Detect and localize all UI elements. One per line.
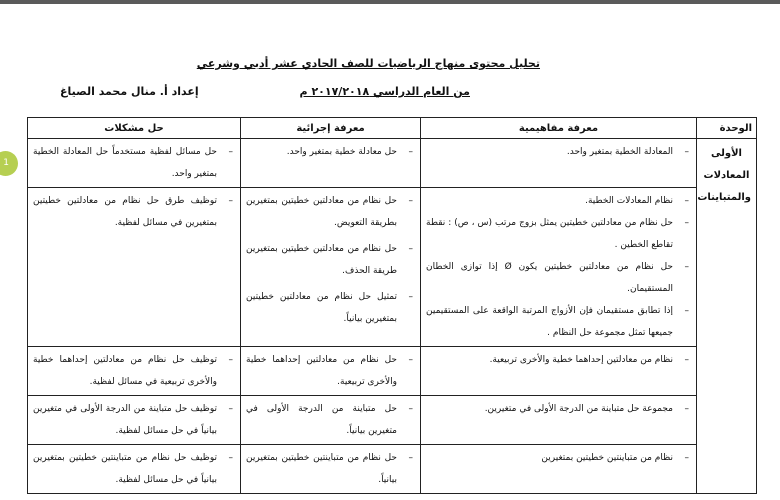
procedural-cell [241, 347, 421, 396]
conceptual-cell [421, 445, 697, 494]
conceptual-list [426, 349, 691, 371]
list-item: – توظيف طرق حل نظام من معادلتين خطيتين بمتغيرين في مسائل لفظية. [33, 190, 235, 234]
page-number-badge: 1 [0, 151, 18, 176]
list-item: – توظيف حل متباينة من الدرجة الأولى في متغيرين بيانياً في حل مسائل لفظية. [33, 398, 235, 442]
problem-list [33, 398, 235, 442]
conceptual-cell [421, 347, 697, 396]
procedural-list [246, 141, 415, 163]
problem-cell [28, 188, 241, 347]
list-item: – توظيف حل نظام من متباينتين خطيتين بمتغيرين بيانياً في حل مسائل لفظية. [33, 447, 235, 491]
procedural-cell [241, 445, 421, 494]
problem-list [33, 447, 235, 491]
list-item: – المعادلة الخطية بمتغير واحد. [426, 141, 691, 163]
conceptual-list [426, 447, 691, 469]
document-title: تحليل محتوى منهاج الرياضيات للصف الحادي عشر أدبي وشرعي [196, 57, 540, 70]
list-item: – تمثيل حل نظام من معادلتين خطيتين بمتغيرين بيانياً. [246, 286, 415, 330]
procedural-list [246, 447, 415, 491]
problem-list [33, 141, 235, 185]
conceptual-cell [421, 396, 697, 445]
conceptual-list [426, 398, 691, 420]
list-item: – نظام من معادلتين إحداهما خطية والأخرى تربيعية. [426, 349, 691, 371]
list-item: – حل نظام من معادلتين خطيتين يمثل بزوج مرتب (س ، ص) : نقطة تقاطع الخطين . [426, 212, 691, 256]
list-item: – حل متباينة من الدرجة الأولى في متغيرين بيانياً. [246, 398, 415, 442]
unit-name-line: والمتباينات [697, 192, 751, 203]
unit-name-line: المعادلات [703, 170, 750, 181]
list-item: – حل معادلة خطية بمتغير واحد. [246, 141, 415, 163]
problem-cell [28, 347, 241, 396]
conceptual-cell [421, 188, 697, 347]
table-row [28, 396, 757, 445]
list-item: – حل نظام من معادلتين خطيتين يكون Ø إذا توازى الخطان المستقيمان. [426, 256, 691, 300]
table-row [28, 188, 757, 347]
unit-name-cell [697, 139, 757, 494]
table-header-row [28, 118, 757, 139]
list-item: – حل نظام من متباينتين خطيتين بمتغيرين بيانياً. [246, 447, 415, 491]
academic-year: من العام الدراسي ٢٠١٧/٢٠١٨ م [299, 85, 470, 98]
problem-list [33, 190, 235, 234]
procedural-list [246, 349, 415, 393]
conceptual-list [426, 190, 691, 344]
procedural-cell [241, 139, 421, 188]
list-item: – نظام من متباينتين خطيتين بمتغيرين [426, 447, 691, 469]
problem-list [33, 349, 235, 393]
conceptual-cell [421, 139, 697, 188]
header-problem-solving: حل مشكلات [28, 118, 241, 139]
table-row [28, 347, 757, 396]
unit-name-line: الأولى [711, 148, 742, 159]
table-row [28, 139, 757, 188]
author-line: إعداد أ. منال محمد الصياغ [60, 85, 199, 98]
list-item: – حل نظام من معادلتين خطيتين بمتغيرين طريقة الحذف. [246, 238, 415, 282]
procedural-cell [241, 188, 421, 347]
procedural-list [246, 190, 415, 330]
window-top-bar [0, 0, 780, 4]
list-item: – توظيف حل نظام من معادلتين إحداهما خطية والأخرى تربيعية في مسائل لفظية. [33, 349, 235, 393]
problem-cell [28, 396, 241, 445]
list-item: – إذا تطابق مستقيمان فإن الأزواج المرتبة الواقعة على المستقيمين جميعها تمثل مجموعة حل النظام . [426, 300, 691, 344]
list-item: – حل نظام من معادلتين إحداهما خطية والأخرى تربيعية. [246, 349, 415, 393]
list-item: – نظام المعادلات الخطية. [426, 190, 691, 212]
list-item: – حل نظام من معادلتين خطيتين بمتغيرين بطريقة التعويض. [246, 190, 415, 234]
problem-cell [28, 445, 241, 494]
content-analysis-table [27, 117, 757, 494]
problem-cell [28, 139, 241, 188]
table-row [28, 445, 757, 494]
list-item: – مجموعة حل متباينة من الدرجة الأولى في متغيرين. [426, 398, 691, 420]
header-conceptual: معرفة مفاهيمية [421, 118, 697, 139]
procedural-list [246, 398, 415, 442]
list-item: – حل مسائل لفظية مستخدماً حل المعادلة الخطية بمتغير واحد. [33, 141, 235, 185]
procedural-cell [241, 396, 421, 445]
conceptual-list [426, 141, 691, 163]
header-unit: الوحدة [697, 118, 757, 139]
header-procedural: معرفة إجرائية [241, 118, 421, 139]
